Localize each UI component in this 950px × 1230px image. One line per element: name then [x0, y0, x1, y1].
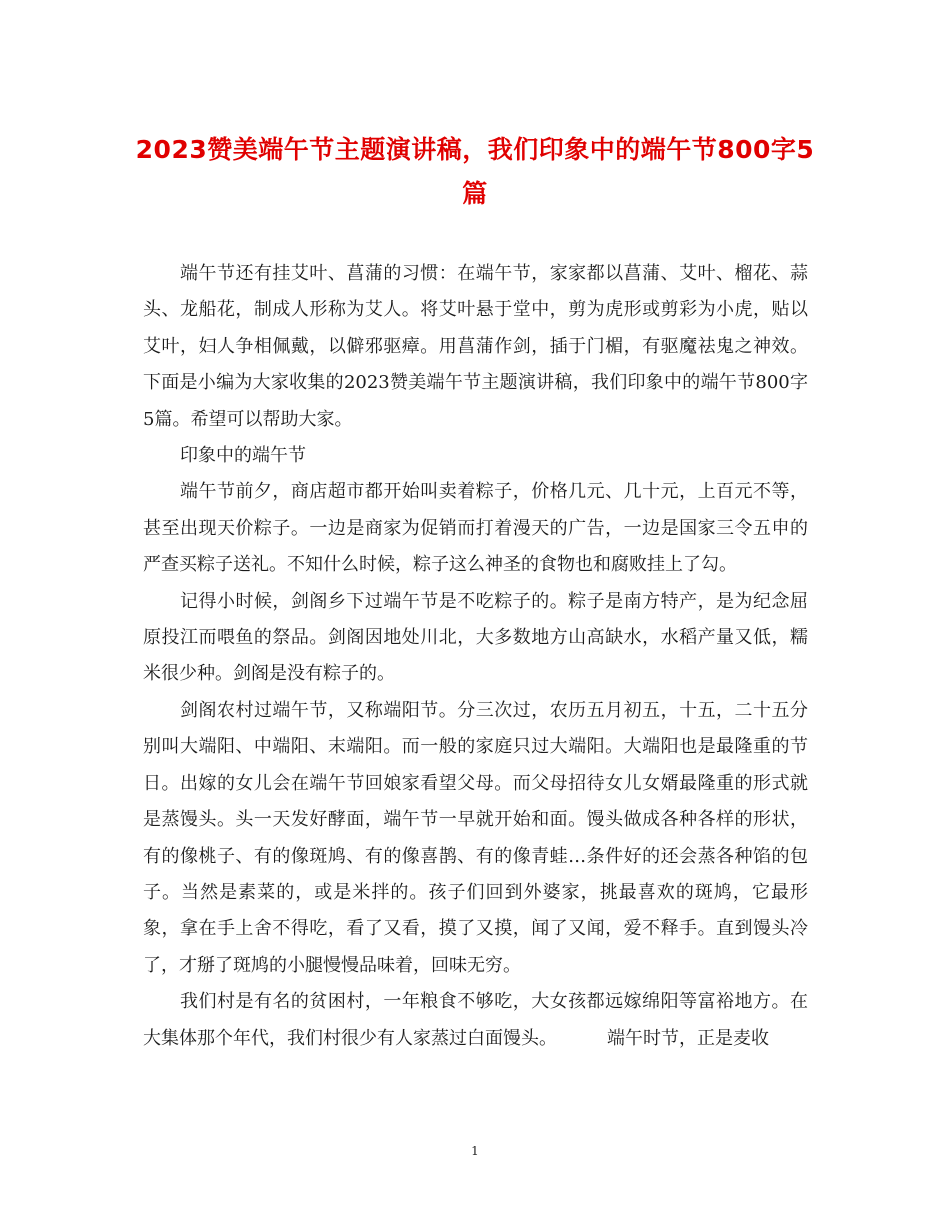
- body-paragraph: 剑阁农村过端午节，又称端阳节。分三次过，农历五月初五，十五，二十五分别叫大端阳、中端阳、末端阳。而一般的家庭只过大端阳。大端阳也是最隆重的节日。出嫁的女儿会在端午节回娘家看望父母。而父母招待女儿女婿最隆重的形式就是蒸馒头。头一天发好酵面，端午节一早就开始和面。馒头做成各种各样的形状，有的像桃子、有的像斑鸠、有的像喜鹊、有的像青蛙…条件好的还会蒸各种馅的包子。当然是素菜的，或是米拌的。孩子们回到外婆家，挑最喜欢的斑鸠，它最形象，拿在手上舍不得吃，看了又看，摸了又摸，闻了又闻，爱不释手。直到馒头冷了，才掰了斑鸠的小腿慢慢品味着，回味无穷。: [143, 699, 808, 976]
- document-body: [143, 256, 808, 1057]
- title-line-1: 2023赞美端午节主题演讲稿，我们印象中的端午节800字5: [135, 135, 815, 164]
- body-paragraph: 记得小时候，剑阁乡下过端午节是不吃粽子的。粽子是南方特产，是为纪念屈原投江而喂鱼的祭品。剑阁因地处川北，大多数地方山高缺水，水稻产量又低，糯米很少种。剑阁是没有粽子的。: [143, 590, 808, 685]
- title-line-2: 篇: [462, 179, 488, 208]
- last-paragraph-part-1: 我们村是有名的贫困村，一年粮食不够吃，大女孩都远嫁绵阳等富裕地方。在大集体那个年代，我们村很少有人家蒸过白面馒头。: [143, 991, 808, 1049]
- page-number: 1: [471, 1144, 479, 1158]
- intro-paragraph: 端午节还有挂艾叶、菖蒲的习惯：在端午节，家家都以菖蒲、艾叶、榴花、蒜头、龙船花，制成人形称为艾人。将艾叶悬于堂中，剪为虎形或剪彩为小虎，贴以艾叶，妇人争相佩戴，以僻邪驱瘴。用菖蒲作剑，插于门楣，有驱魔祛鬼之神效。下面是小编为大家收集的2023赞美端午节主题演讲稿，我们印象中的端午节800字5篇。希望可以帮助大家。: [143, 263, 808, 430]
- last-paragraph-part-2: 端午时节，正是麦收: [607, 1027, 769, 1049]
- body-paragraph-last: [143, 984, 808, 1057]
- body-paragraph: 端午节前夕，商店超市都开始叫卖着粽子，价格几元、几十元，上百元不等，甚至出现天价粽子。一边是商家为促销而打着漫天的广告，一边是国家三令五申的严查买粽子送礼。不知什么时候，粽子这么神圣的食物也和腐败挂上了勾。: [143, 481, 808, 576]
- document-title: [130, 128, 820, 216]
- section-heading: 印象中的端午节: [180, 445, 306, 467]
